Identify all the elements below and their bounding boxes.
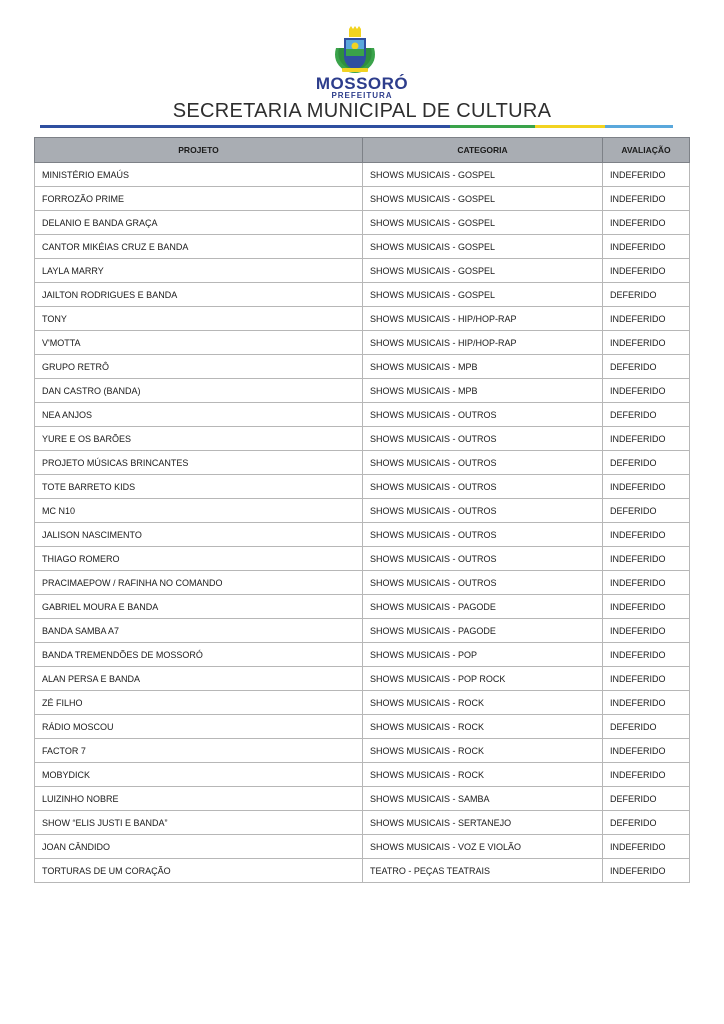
cell-projeto: DAN CASTRO (BANDA) xyxy=(35,379,363,403)
cell-projeto: TONY xyxy=(35,307,363,331)
table-row xyxy=(35,619,690,643)
cell-avaliacao: INDEFERIDO xyxy=(603,547,690,571)
cell-categoria: SHOWS MUSICAIS - GOSPEL xyxy=(363,163,603,187)
page-header xyxy=(0,0,724,132)
cell-projeto: RÁDIO MOSCOU xyxy=(35,715,363,739)
column-header-avaliacao: AVALIAÇÃO xyxy=(603,138,690,163)
cell-avaliacao: INDEFERIDO xyxy=(603,187,690,211)
cell-avaliacao: DEFERIDO xyxy=(603,787,690,811)
cell-categoria: SHOWS MUSICAIS - HIP/HOP-RAP xyxy=(363,331,603,355)
cell-projeto: LUIZINHO NOBRE xyxy=(35,787,363,811)
cell-projeto: GRUPO RETRÔ xyxy=(35,355,363,379)
cell-categoria: SHOWS MUSICAIS - HIP/HOP-RAP xyxy=(363,307,603,331)
cell-projeto: LAYLA MARRY xyxy=(35,259,363,283)
cell-categoria: SHOWS MUSICAIS - GOSPEL xyxy=(363,259,603,283)
cell-avaliacao: INDEFERIDO xyxy=(603,163,690,187)
cell-projeto: TORTURAS DE UM CORAÇÃO xyxy=(35,859,363,883)
cell-projeto: JAILTON RODRIGUES E BANDA xyxy=(35,283,363,307)
cell-projeto: MOBYDICK xyxy=(35,763,363,787)
cell-categoria: SHOWS MUSICAIS - ROCK xyxy=(363,739,603,763)
table-row xyxy=(35,739,690,763)
table-row xyxy=(35,547,690,571)
table-row xyxy=(35,187,690,211)
cell-avaliacao: INDEFERIDO xyxy=(603,835,690,859)
cell-categoria: SHOWS MUSICAIS - ROCK xyxy=(363,691,603,715)
cell-projeto: JALISON NASCIMENTO xyxy=(35,523,363,547)
cell-projeto: YURE E OS BARÕES xyxy=(35,427,363,451)
table-header-row xyxy=(35,138,690,163)
results-table xyxy=(34,137,690,883)
table-row xyxy=(35,427,690,451)
cell-categoria: SHOWS MUSICAIS - SERTANEJO xyxy=(363,811,603,835)
table-row xyxy=(35,235,690,259)
cell-projeto: TOTE BARRETO KIDS xyxy=(35,475,363,499)
cell-categoria: SHOWS MUSICAIS - OUTROS xyxy=(363,571,603,595)
cell-avaliacao: DEFERIDO xyxy=(603,403,690,427)
cell-projeto: FACTOR 7 xyxy=(35,739,363,763)
cell-categoria: SHOWS MUSICAIS - OUTROS xyxy=(363,499,603,523)
cell-projeto: MINISTÉRIO EMAÚS xyxy=(35,163,363,187)
cell-avaliacao: INDEFERIDO xyxy=(603,667,690,691)
brand-name: MOSSORÓ xyxy=(315,74,409,93)
cell-projeto: PROJETO MÚSICAS BRINCANTES xyxy=(35,451,363,475)
cell-avaliacao: INDEFERIDO xyxy=(603,211,690,235)
cell-avaliacao: INDEFERIDO xyxy=(603,691,690,715)
cell-categoria: SHOWS MUSICAIS - GOSPEL xyxy=(363,187,603,211)
cell-categoria: SHOWS MUSICAIS - VOZ E VIOLÃO xyxy=(363,835,603,859)
cell-projeto: V'MOTTA xyxy=(35,331,363,355)
cell-projeto: DELANIO E BANDA GRAÇA xyxy=(35,211,363,235)
cell-projeto: JOAN CÂNDIDO xyxy=(35,835,363,859)
cell-avaliacao: INDEFERIDO xyxy=(603,859,690,883)
table-row xyxy=(35,763,690,787)
cell-avaliacao: INDEFERIDO xyxy=(603,235,690,259)
table-row xyxy=(35,715,690,739)
cell-projeto: BANDA TREMENDÕES DE MOSSORÓ xyxy=(35,643,363,667)
table-row xyxy=(35,523,690,547)
cell-categoria: SHOWS MUSICAIS - OUTROS xyxy=(363,547,603,571)
cell-avaliacao: INDEFERIDO xyxy=(603,763,690,787)
column-header-categoria: CATEGORIA xyxy=(363,138,603,163)
cell-avaliacao: INDEFERIDO xyxy=(603,259,690,283)
cell-projeto: THIAGO ROMERO xyxy=(35,547,363,571)
table-row xyxy=(35,163,690,187)
table-row xyxy=(35,331,690,355)
cell-projeto: BANDA SAMBA A7 xyxy=(35,619,363,643)
table-row xyxy=(35,307,690,331)
table-row xyxy=(35,835,690,859)
table-row xyxy=(35,595,690,619)
table-row xyxy=(35,787,690,811)
table-row xyxy=(35,451,690,475)
cell-avaliacao: INDEFERIDO xyxy=(603,739,690,763)
cell-projeto: ALAN PERSA E BANDA xyxy=(35,667,363,691)
table-row xyxy=(35,859,690,883)
cell-projeto: GABRIEL MOURA E BANDA xyxy=(35,595,363,619)
cell-categoria: SHOWS MUSICAIS - ROCK xyxy=(363,715,603,739)
cell-avaliacao: DEFERIDO xyxy=(603,283,690,307)
cell-categoria: SHOWS MUSICAIS - GOSPEL xyxy=(363,235,603,259)
cell-categoria: SHOWS MUSICAIS - GOSPEL xyxy=(363,283,603,307)
cell-projeto: PRACIMAEPOW / RAFINHA NO COMANDO xyxy=(35,571,363,595)
cell-avaliacao: INDEFERIDO xyxy=(603,619,690,643)
cell-categoria: SHOWS MUSICAIS - OUTROS xyxy=(363,451,603,475)
cell-avaliacao: DEFERIDO xyxy=(603,355,690,379)
table-row xyxy=(35,403,690,427)
cell-avaliacao: INDEFERIDO xyxy=(603,595,690,619)
cell-avaliacao: DEFERIDO xyxy=(603,499,690,523)
table-row xyxy=(35,643,690,667)
table-row xyxy=(35,283,690,307)
table-row xyxy=(35,571,690,595)
cell-projeto: CANTOR MIKÉIAS CRUZ E BANDA xyxy=(35,235,363,259)
cell-avaliacao: INDEFERIDO xyxy=(603,379,690,403)
column-header-projeto: PROJETO xyxy=(35,138,363,163)
cell-categoria: SHOWS MUSICAIS - OUTROS xyxy=(363,475,603,499)
cell-categoria: SHOWS MUSICAIS - POP xyxy=(363,643,603,667)
cell-projeto: NEA ANJOS xyxy=(35,403,363,427)
cell-avaliacao: INDEFERIDO xyxy=(603,643,690,667)
city-crest-logo xyxy=(330,26,380,76)
cell-categoria: SHOWS MUSICAIS - SAMBA xyxy=(363,787,603,811)
cell-avaliacao: DEFERIDO xyxy=(603,715,690,739)
cell-projeto: SHOW “ELIS JUSTI E BANDA” xyxy=(35,811,363,835)
table-row xyxy=(35,379,690,403)
table-row xyxy=(35,475,690,499)
cell-avaliacao: INDEFERIDO xyxy=(603,307,690,331)
cell-projeto: ZÉ FILHO xyxy=(35,691,363,715)
table-row xyxy=(35,667,690,691)
page-title: SECRETARIA MUNICIPAL DE CULTURA xyxy=(172,100,552,122)
table-row xyxy=(35,691,690,715)
cell-categoria: SHOWS MUSICAIS - OUTROS xyxy=(363,427,603,451)
table-row xyxy=(35,211,690,235)
header-stripe-blue xyxy=(40,125,450,128)
header-stripe-light-blue xyxy=(605,125,673,128)
cell-categoria: SHOWS MUSICAIS - MPB xyxy=(363,379,603,403)
cell-avaliacao: INDEFERIDO xyxy=(603,427,690,451)
table-row xyxy=(35,259,690,283)
cell-categoria: SHOWS MUSICAIS - OUTROS xyxy=(363,403,603,427)
cell-avaliacao: DEFERIDO xyxy=(603,451,690,475)
cell-categoria: SHOWS MUSICAIS - GOSPEL xyxy=(363,211,603,235)
header-stripe-green xyxy=(450,125,535,128)
cell-avaliacao: INDEFERIDO xyxy=(603,571,690,595)
cell-categoria: SHOWS MUSICAIS - PAGODE xyxy=(363,619,603,643)
brand-subtitle: PREFEITURA xyxy=(331,91,393,100)
cell-categoria: SHOWS MUSICAIS - POP ROCK xyxy=(363,667,603,691)
cell-avaliacao: INDEFERIDO xyxy=(603,475,690,499)
header-stripe-yellow xyxy=(535,125,605,128)
cell-categoria: TEATRO - PEÇAS TEATRAIS xyxy=(363,859,603,883)
table-body xyxy=(35,163,690,883)
cell-categoria: SHOWS MUSICAIS - ROCK xyxy=(363,763,603,787)
cell-categoria: SHOWS MUSICAIS - MPB xyxy=(363,355,603,379)
table-row xyxy=(35,811,690,835)
cell-categoria: SHOWS MUSICAIS - OUTROS xyxy=(363,523,603,547)
cell-avaliacao: INDEFERIDO xyxy=(603,331,690,355)
cell-projeto: FORROZÃO PRIME xyxy=(35,187,363,211)
table-row xyxy=(35,499,690,523)
cell-projeto: MC N10 xyxy=(35,499,363,523)
cell-avaliacao: DEFERIDO xyxy=(603,811,690,835)
table-row xyxy=(35,355,690,379)
cell-categoria: SHOWS MUSICAIS - PAGODE xyxy=(363,595,603,619)
cell-avaliacao: INDEFERIDO xyxy=(603,523,690,547)
